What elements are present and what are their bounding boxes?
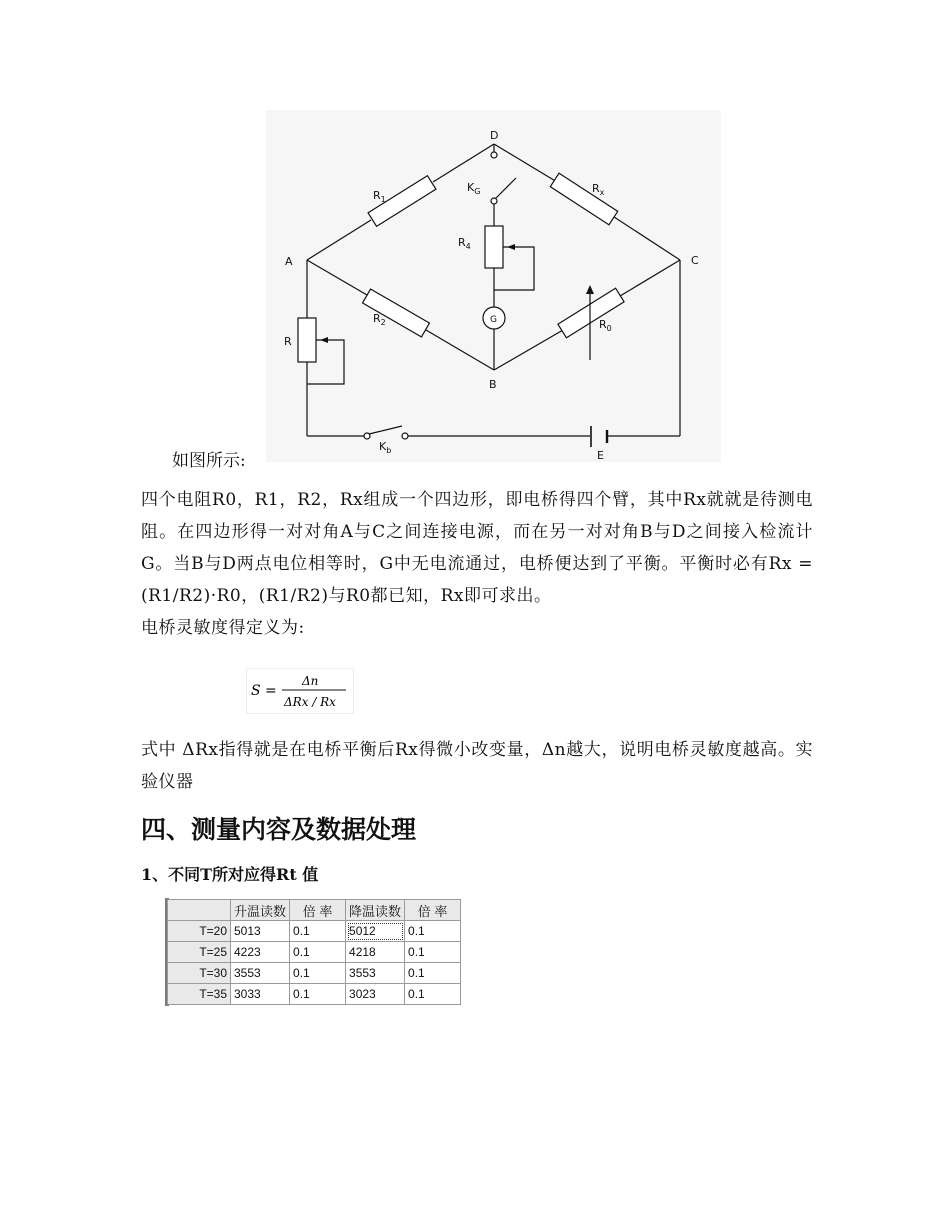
cell-rate[interactable]: 0.1: [405, 942, 461, 963]
row-header: T=30: [168, 963, 231, 984]
cell-rate[interactable]: 0.1: [405, 921, 461, 942]
table-header-row: [168, 900, 461, 921]
cell-rate[interactable]: 0.1: [290, 921, 346, 942]
cell-fall[interactable]: 3023: [346, 984, 405, 1005]
label-r0: $R_0$: [599, 318, 612, 333]
paragraph-bridge-description: 四个电阻R0，R1，R2，Rx组成一个四边形，即电桥得四个臂，其中Rx就就是待测电阻。在四边形得一对对角A与C之间连接电源，而在另一对对角B与D之间接入检流计G。当B与D两点电位相等时，G中无电流通过，电桥便达到了平衡。平衡时必有Rx = (R1/R2)·R0，(R1/R2)与R0都已知，Rx即可求出。: [141, 490, 813, 606]
cell-rate[interactable]: 0.1: [405, 963, 461, 984]
cell-rate[interactable]: 0.1: [290, 984, 346, 1005]
subsection-heading: 1、不同T所对应得Rt 值: [141, 865, 319, 884]
row-header: T=25: [168, 942, 231, 963]
header-fall-reading: 降温读数: [346, 900, 405, 921]
cell-rise[interactable]: 3553: [231, 963, 290, 984]
formula-denominator: ΔRx / Rx: [284, 695, 336, 709]
paragraph-sensitivity-definition: 电桥灵敏度得定义为:: [141, 618, 305, 638]
label-r4: $R_4$: [458, 236, 471, 251]
formula-numerator: Δn: [302, 674, 319, 688]
header-rise-reading: 升温读数: [231, 900, 290, 921]
header-rate-2: 倍 率: [405, 900, 461, 921]
row-header: T=20: [168, 921, 231, 942]
table-row: [168, 984, 461, 1005]
node-label-a: A: [285, 255, 293, 268]
row-header: T=35: [168, 984, 231, 1005]
bridge-circuit-diagram: [266, 110, 721, 462]
resistor-r: [298, 318, 316, 362]
label-r1: $R_1$: [373, 189, 386, 204]
table-row: [168, 963, 461, 984]
node-label-b: B: [489, 378, 497, 391]
cell-fall[interactable]: 4218: [346, 942, 405, 963]
header-rate-1: 倍 率: [290, 900, 346, 921]
cell-rise[interactable]: 3033: [231, 984, 290, 1005]
table-corner: [168, 900, 231, 921]
resistor-r4: [485, 226, 503, 268]
figure-caption: 如图所示:: [172, 451, 246, 471]
paragraph-delta-rx: 式中 ΔRx指得就是在电桥平衡后Rx得微小改变量，Δn越大，说明电桥灵敏度越高。实验仪器: [141, 740, 813, 792]
formula-lhs: S =: [251, 683, 277, 699]
label-kg: $K_G$: [467, 181, 481, 196]
node-label-d: D: [490, 129, 499, 142]
galvanometer-label: G: [490, 315, 497, 325]
cell-rate[interactable]: 0.1: [290, 963, 346, 984]
cell-rate[interactable]: 0.1: [290, 942, 346, 963]
cell-fall[interactable]: 5012: [346, 921, 405, 942]
label-r2: $R_2$: [373, 312, 386, 327]
data-table: [167, 899, 461, 1005]
node-label-e: E: [597, 449, 604, 462]
label-kb: $K_b$: [379, 440, 392, 455]
cell-rise[interactable]: 4223: [231, 942, 290, 963]
label-r: R: [284, 335, 292, 348]
table-row: [168, 921, 461, 942]
label-rx: $R_x$: [592, 182, 605, 197]
sensitivity-formula: [246, 668, 354, 714]
cell-rate[interactable]: 0.1: [405, 984, 461, 1005]
section-heading: 四、测量内容及数据处理: [141, 815, 417, 844]
node-label-c: C: [691, 254, 699, 267]
cell-fall[interactable]: 3553: [346, 963, 405, 984]
cell-rise[interactable]: 5013: [231, 921, 290, 942]
table-row: [168, 942, 461, 963]
